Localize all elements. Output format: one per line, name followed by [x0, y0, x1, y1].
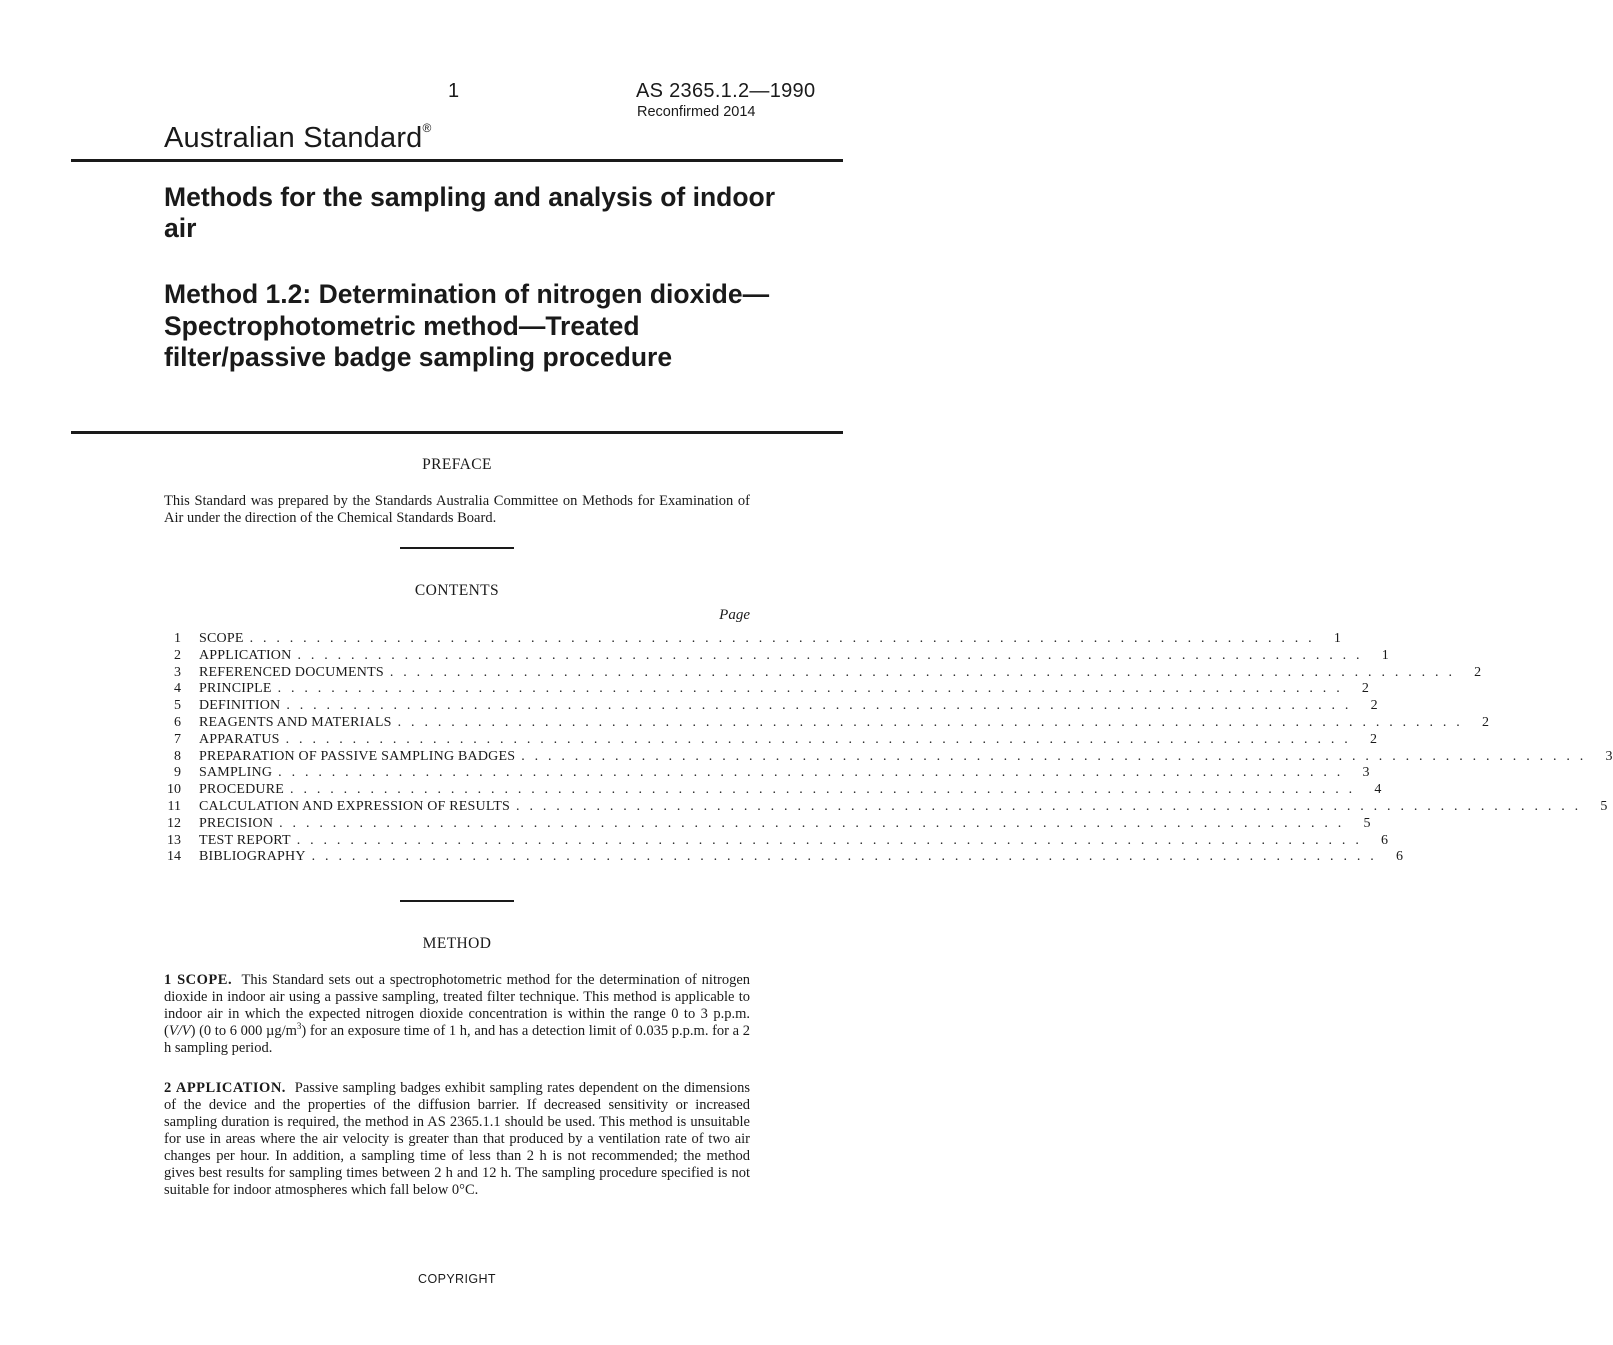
toc-leader-dots: . . . . . . . . . . . . . . . . . . . . . . . . . . . . . . . . . . . . . . . . . . . . . . . . . . . . . . . . . . . . . . . . . . . . . . . . . . . . . . . . [277, 681, 1343, 697]
toc-title: PREPARATION OF PASSIVE SAMPLING BADGES [199, 748, 516, 764]
table-of-contents [160, 631, 1613, 866]
toc-number: 4 [174, 681, 181, 697]
page-column-label: Page [719, 607, 750, 623]
toc-page: 4 [1374, 782, 1382, 798]
toc-row [160, 782, 1382, 799]
toc-leader-dots: . . . . . . . . . . . . . . . . . . . . . . . . . . . . . . . . . . . . . . . . . . . . . . . . . . . . . . . . . . . . . . . . . . . . . . . . . . . . . . . . [516, 798, 1582, 814]
toc-number: 10 [167, 782, 181, 798]
toc-number: 2 [174, 647, 181, 663]
document-title: Methods for the sampling and analysis of indoor air [164, 182, 776, 243]
toc-row [160, 748, 1613, 766]
standard-code: AS 2365.1.2—1990 [636, 80, 816, 102]
toc-row [160, 681, 1369, 698]
toc-title: DEFINITION [199, 698, 281, 714]
toc-page: 5 [1363, 815, 1371, 831]
toc-row [160, 815, 1371, 833]
scope-paragraph [164, 972, 750, 1057]
toc-row [160, 631, 1341, 648]
application-label: 2 APPLICATION. [164, 1080, 286, 1096]
toc-title: APPARATUS [199, 731, 280, 747]
toc-number: 12 [167, 815, 181, 831]
toc-leader-dots: . . . . . . . . . . . . . . . . . . . . . . . . . . . . . . . . . . . . . . . . . . . . . . . . . . . . . . . . . . . . . . . . . . . . . . . . . . . . . . . . [296, 832, 1363, 848]
page-number: 1 [448, 80, 460, 102]
toc-page: 2 [1361, 681, 1369, 697]
toc-page: 2 [1369, 731, 1377, 747]
toc-title: TEST REPORT [199, 832, 291, 848]
scope-vv: V/V [168, 1023, 191, 1039]
title-rule [71, 431, 843, 434]
toc-leader-dots: . . . . . . . . . . . . . . . . . . . . . . . . . . . . . . . . . . . . . . . . . . . . . . . . . . . . . . . . . . . . . . . . . . . . . . . . . . . . . . . . [297, 647, 1363, 663]
scope-text-2: ) (0 to 6 000 µg/m [190, 1023, 297, 1039]
section-divider [400, 900, 514, 902]
toc-row [160, 731, 1377, 749]
toc-leader-dots: . . . . . . . . . . . . . . . . . . . . . . . . . . . . . . . . . . . . . . . . . . . . . . . . . . . . . . . . . . . . . . . . . . . . . . . . . . . . . . . . [290, 782, 1356, 798]
toc-number: 1 [174, 631, 181, 646]
toc-title: BIBLIOGRAPHY [199, 849, 306, 865]
toc-number: 9 [174, 765, 181, 781]
toc-page: 2 [1481, 714, 1489, 730]
toc-title: PRINCIPLE [199, 681, 272, 697]
contents-heading: CONTENTS [414, 582, 500, 599]
toc-number: 7 [174, 731, 181, 747]
toc-page: 2 [1474, 664, 1482, 680]
application-paragraph [164, 1080, 750, 1199]
method-title: Method 1.2: Determination of nitrogen dioxide—Spectrophotometric method—Treated filter/passive badge sampling procedure [164, 279, 770, 372]
reconfirmed-note: Reconfirmed 2014 [637, 104, 756, 120]
preface-heading: PREFACE [422, 456, 492, 473]
toc-title: REAGENTS AND MATERIALS [199, 714, 392, 730]
scope-label: 1 SCOPE. [164, 972, 233, 988]
toc-row [160, 832, 1389, 850]
method-heading: METHOD [422, 935, 492, 952]
toc-number: 3 [174, 664, 181, 680]
toc-leader-dots: . . . . . . . . . . . . . . . . . . . . . . . . . . . . . . . . . . . . . . . . . . . . . . . . . . . . . . . . . . . . . . . . . . . . . . . . . . . . . . . . [311, 849, 1377, 865]
toc-page: 3 [1362, 765, 1370, 781]
toc-page: 5 [1600, 798, 1608, 814]
application-text: Passive sampling badges exhibit sampling rates dependent on the dimensions of the device and the properties of the diffusion barrier. If decreased sensitivity or increased sampling duration is required, the method in AS 2365.1.1 should be used. This method is unsuitable for use in areas where the air velocity is greater than that produced by a ventilation rate of two air changes per hour. In addition, a sampling time of less than 2 h is not recommended; the method gives best results for sampling times between 2 h and 12 h. The sampling procedure specified is not suitable for indoor atmospheres which fall below 0°C. [164, 1080, 751, 1198]
toc-title: SCOPE [199, 631, 244, 646]
brand-title [164, 122, 432, 155]
registered-mark: ® [422, 121, 432, 136]
toc-page: 3 [1605, 748, 1613, 764]
toc-title: CALCULATION AND EXPRESSION OF RESULTS [199, 798, 511, 814]
toc-page: 1 [1381, 647, 1389, 663]
toc-leader-dots: . . . . . . . . . . . . . . . . . . . . . . . . . . . . . . . . . . . . . . . . . . . . . . . . . . . . . . . . . . . . . . . . . . . . . . . . . . . . . . . . [389, 664, 1456, 680]
toc-page: 6 [1395, 849, 1403, 865]
toc-row [160, 765, 1370, 782]
toc-leader-dots: . . . . . . . . . . . . . . . . . . . . . . . . . . . . . . . . . . . . . . . . . . . . . . . . . . . . . . . . . . . . . . . . . . . . . . . . . . . . . . . . [279, 815, 1345, 831]
toc-number: 5 [174, 698, 181, 714]
toc-title: PRECISION [199, 815, 274, 831]
toc-page: 6 [1381, 832, 1389, 848]
toc-title: REFERENCED DOCUMENTS [199, 664, 384, 680]
toc-leader-dots: . . . . . . . . . . . . . . . . . . . . . . . . . . . . . . . . . . . . . . . . . . . . . . . . . . . . . . . . . . . . . . . . . . . . . . . . . . . . . . . . [278, 765, 1344, 781]
toc-title: SAMPLING [199, 765, 273, 781]
toc-leader-dots: . . . . . . . . . . . . . . . . . . . . . . . . . . . . . . . . . . . . . . . . . . . . . . . . . . . . . . . . . . . . . . . . . . . . . . . . . . . . . . . . [285, 731, 1351, 747]
toc-number: 14 [167, 849, 181, 865]
header-rule [71, 159, 843, 162]
toc-leader-dots: . . . . . . . . . . . . . . . . . . . . . . . . . . . . . . . . . . . . . . . . . . . . . . . . . . . . . . . . . . . . . . . . . . . . . . . . . . . . . . . . [397, 714, 1463, 730]
toc-title: PROCEDURE [199, 782, 285, 798]
toc-row [160, 664, 1482, 682]
scope-superscript: 3 [296, 1021, 302, 1032]
toc-number: 6 [174, 714, 181, 730]
toc-number: 8 [174, 748, 181, 764]
toc-title: APPLICATION [199, 647, 292, 663]
preface-text: This Standard was prepared by the Standards Australia Committee on Methods for Examination of Air under the direction of the Chemical Standards Board. [164, 493, 750, 526]
toc-leader-dots: . . . . . . . . . . . . . . . . . . . . . . . . . . . . . . . . . . . . . . . . . . . . . . . . . . . . . . . . . . . . . . . . . . . . . . . . . . . . . . . . [249, 631, 1315, 646]
section-divider [400, 547, 514, 549]
toc-row [160, 849, 1403, 866]
toc-row [160, 647, 1389, 665]
toc-row [160, 714, 1489, 732]
toc-page: 1 [1333, 631, 1341, 646]
toc-number: 13 [167, 832, 181, 848]
toc-leader-dots: . . . . . . . . . . . . . . . . . . . . . . . . . . . . . . . . . . . . . . . . . . . . . . . . . . . . . . . . . . . . . . . . . . . . . . . . . . . . . . . . [286, 698, 1352, 714]
toc-number: 11 [167, 798, 181, 814]
copyright-notice: COPYRIGHT [418, 1272, 496, 1286]
brand-name: Australian Standard [164, 122, 423, 154]
toc-leader-dots: . . . . . . . . . . . . . . . . . . . . . . . . . . . . . . . . . . . . . . . . . . . . . . . . . . . . . . . . . . . . . . . . . . . . . . . . . . . . . . . . [521, 748, 1587, 764]
toc-page: 2 [1370, 698, 1378, 714]
toc-row [160, 798, 1608, 816]
scope-text-1: This Standard sets out a spectrophotometric method for the determination of nitrogen dioxide in indoor air using a passive sampling, treated filter technique. This method is applicable to indoor air in which the expected nitrogen dioxide concentration is within the range 0 to 3 p.p.m. ( [164, 972, 751, 1039]
toc-row [160, 698, 1378, 715]
scope-text-3: ) for an exposure time of 1 h, and has a detection limit of 0.035 p.p.m. for a 2 h sampling period. [164, 1023, 750, 1056]
